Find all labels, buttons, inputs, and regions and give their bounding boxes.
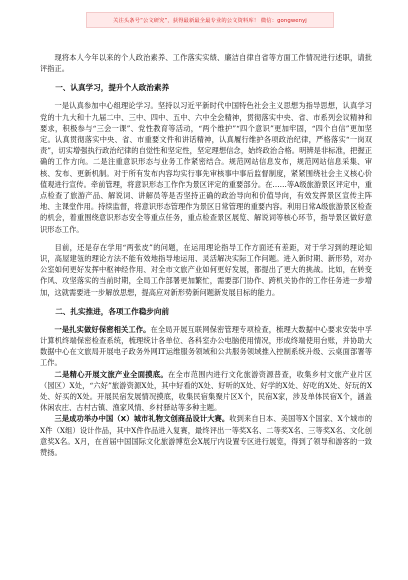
promo-banner[interactable] [86,12,334,28]
section-1-heading: 一、认真学习，提升个人政治素养 [55,83,170,93]
section-2-item-1 [40,324,372,369]
document-body [40,52,372,458]
section-1-paragraph-2: 目前，还是存在学用“两张皮”的问题，在运用理论指导工作方面还有差距，对于学习到的理论知识，高屋建瓴的理论方法不能有效地指导地运用、灵活解决实际工作问题。进入新时期、新形势，对办公室如何更好发挥中枢神经作用、对全市文旅产业如何更好发展，都提出了更大的挑战。比如，在转变作风、攻坚落实的当前时期，全局工作部署更加繁忙，需要部门协作、跨机关协作的工作任务进一步增加，这就需要进一步解放思想，提高应对新形势新问题新发展目标的能力。 [40,242,372,297]
intro-paragraph: 现将本人今年以来的个人政治素养、工作落实实绩、廉洁自律自省等方面工作情况进行述职，请批评指正。 [40,53,372,74]
section-2-item-2 [40,369,372,414]
section-2-item-1-text: 在全局开展互联网保密管理专项检查，梳理大数据中心要求安装中孚计算机终端保密检查系统，梳理统计各单位、各科室办公电脑使用情况，形成终端使用台账，并协助大数据中心在文旅局开展电子政务外网IT运维服务领域和公共服务领域推入控制系统升级、云桌面部署等工作。 [40,324,372,368]
section-2-item-2-text: 在全市范围内进行文化旅游资源普查，收集乡村文旅产业片区（园区）X处，“六好”旅游资源X处，其中好看的X处、好听的X处、好学的X处、好吃的X处、好玩的X处、好买的X处。开展民宿发展情况摸底，收集民宿集聚片区X个，民宿X家，涉及单体民宿X个，涵盖休闲农庄、古村古镇、渔家风情、乡村驿站等多种主题。 [40,369,372,413]
section-2-item-3 [40,413,372,458]
section-2-item-2-lead: 二是精心开展文旅产业全面摸底。 [54,369,168,379]
promo-banner-text: 关注头条号“公文研究”，获得最新最全最专业的公文资料库！ 微信：gongwenyj [113,18,307,24]
section-2-heading: 二、扎实推进，各项工作稳步向前 [55,306,170,316]
section-2-item-1-lead: 一是扎实做好保密相关工作。 [54,324,151,334]
section-2-item-3-lead: 三是成功举办中国（X）城市礼物文创商品设计大赛。 [54,414,230,424]
section-2-item-3-text: 收到来自日本、美国等X个国家、X个城市的X件（X组）设计作品，其中X件作品进入复赛，最终评出一等奖X名、二等奖X名、三等奖X名、文化创意奖X名。X月，在首届中国国际文化旅游博览会X展厅内设置专区进行展览，得到了领导和游客的一致赞扬。 [40,414,373,458]
section-1-paragraph-1: 一是认真参加中心组理论学习。坚持以习近平新时代中国特色社会主义思想为指导思想，认真学习党的十九大和十九届二中、三中、四中、五中、六中全会精神，贯彻落实中央、省、市系列会议精神和要求，积极参与“三会一课”、党性教育等活动，“两个维护”“四个意识”更加牢固，“四个自信”更加坚定。认真贯彻落实中央、省、市重要文件和讲话精神，认真履行维护各项政治纪律，严格落实“一岗双责”，切实增强执行政治纪律的自觉性和坚定性，坚定理想信念，始终政治合格。明辨是非标准，把握正确的工作方向。二是注重意识形态与业务工作紧密结合。规范网站信息发布，规范网站信息采集、审核、发布、更新机制。对于所有发布内容均实行事先审核事中事后监督制度，紧紧围绕社会主义核心价值观进行宣传。牵前管理，将意识形态工作作为景区评定的重要部分。在……等A级旅游景区评定中，重点检查了旅游产品、解说词、讲解员等是否坚持正确的政治导向和价值导向，有效发挥景区宣传主阵地、主课堂作用。持续监督，将意识形态管理作为景区日常管理的重要内容。利用日常A级旅游景区检查的机会，着重围绕意识形态安全等重点任务，重点检查景区展览、解说词等核心环节，指导景区做好意识形态工作。 [40,101,372,234]
